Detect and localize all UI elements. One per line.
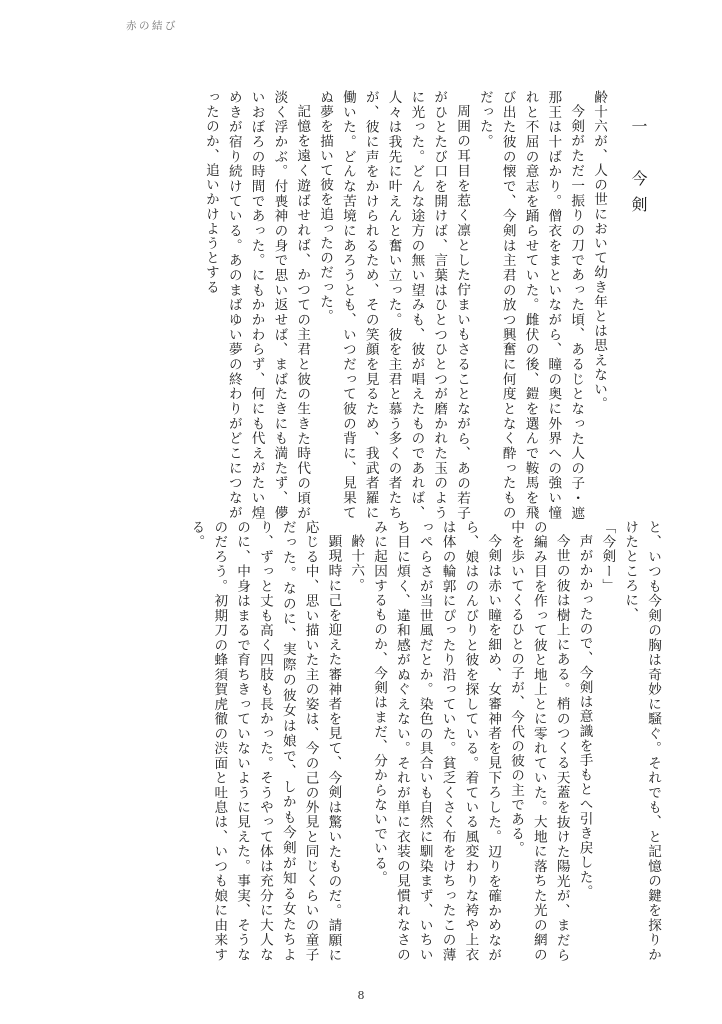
paragraph: 今剣がただ一振りの刀であった頃、あるじとなった人の子・遮那王は十ばかり。僧衣をまといながら、瞳の奥に外界への強い憧れと不屈の意志を踊らせていた。雌伏の後、鎧を選んで鞍馬を飛び出た彼の懐で、今剣は主君の放つ興奮に何度となく酔ったものだった。 [476, 90, 585, 520]
page-number: 8 [357, 989, 365, 1002]
paragraph: 声がかかったので、今剣は意識を手もとへ引き戻した。 [576, 533, 593, 899]
paragraph: 顕現時に己を迎えた審神者を見て、今剣は驚いたものだ。請願に応じる中、思い描いた主の姿は、今の己の外見と同じくらいの童子だった。なのに、実際の彼女は娘で、しかも今剣が知る女たちより、ずっと丈も高く四肢も長かった。そうやって体は充分に大人なのに、中身はまるで育ちきっていないように見えた。事実、そうなのだろう。初期刀の蜂須賀虎徹の渋面と吐息は、いつも娘に由来する。 [188, 520, 342, 962]
paragraph: と、いつも今剣の胸は奇妙に騒ぐ。それでも、と記憶の鍵を探りかけたところに、 [622, 520, 661, 962]
body-block-lower [134, 520, 664, 962]
paragraph: 記憶を遠く遊ばせれば、かつての主君と彼の生きた時代の頃が淡く浮かぶ。付喪神の身で思い返せば、まばたきにも満たず、儚いおぼろの時間であった。にもかかわらず、何にも代えがたい煌めきが宿り続けている。あのまばゆい夢の終わりがどこにつながったのか、追いかけようとする [202, 90, 311, 520]
paragraph: 今世の彼は樹上にある。梢のつくる天蓋を抜けた陽光が、まだらの編み目を作って彼と地上とに零れていた。大地に落ちた光の網の中を歩いてくるひとの子が、今代の彼の主である。 [508, 520, 570, 962]
paragraph: 齢十六が、人の世において幼き年とは思えない。 [591, 90, 607, 412]
body-block-upper [198, 90, 610, 520]
paragraph: 齢十六。 [348, 533, 365, 592]
paragraph: 周囲の耳目を惹く凛とした佇まいもさることながら、あの若子がひとたび口を開けば、言葉はひとつひとつが磨かれた玉のように光った。どんな途方の無い望みも、彼が唱えたものであれば、人々は我先に叶えんと奮い立った。彼を主君と慕う多くの者たちが、彼に声をかけられるため、その笑顔を見るため、我武者羅に働いた。どんな苦境にあろうとも、いつだって彼の背に、見果てぬ夢を描いて彼を追ったのだった。 [317, 90, 471, 520]
paragraph: 今剣は赤い瞳を細め、女審神者を見下ろした。辺りを確かめながら、娘はのんびりと彼を探している。着ている風変わりな袴や上衣は体の輪郭にぴったり沿っていた。貧乏くさく布をけちったこの薄っぺらさが当世風だとか。染色の具合いも自然に馴染まず、いちいち目に煩く、違和感がぬぐえない。それが単に衣装の見慣れなさのみに起因するものか、今剣はまだ、分からないでいる。 [371, 520, 502, 962]
running-header: 赤の結び [126, 20, 178, 32]
dialogue-line: 「今剣ー」 [599, 520, 616, 593]
chapter-heading: 一 今剣 [629, 118, 648, 222]
